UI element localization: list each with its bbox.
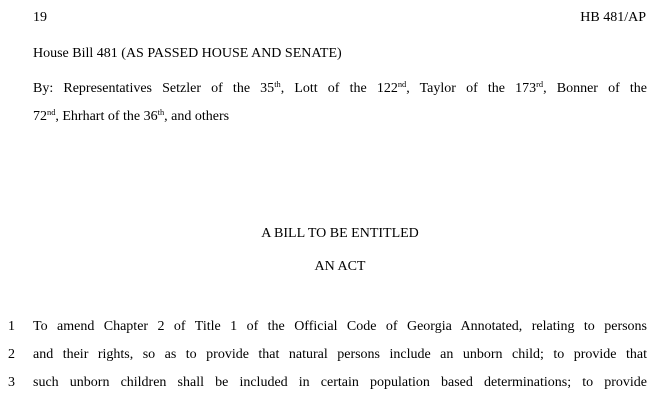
bill-line-1 (8, 313, 647, 341)
byline-line-1: By: Representatives Setzler of the 35th, Lott of the 122nd, Taylor of the 173rd, Bonner of the (33, 80, 647, 96)
heading-bill-entitled: A BILL TO BE ENTITLED (261, 226, 419, 241)
bill-reference: HB 481/AP (580, 10, 646, 25)
bill-line-3 (8, 369, 647, 397)
line-number: 2 (8, 347, 15, 362)
byline (33, 75, 647, 131)
ordinal-superscript: rd (536, 80, 544, 90)
bill-title: House Bill 481 (AS PASSED HOUSE AND SENATE) (33, 46, 342, 61)
ordinal-superscript: th (157, 108, 165, 118)
page-header (33, 4, 646, 32)
ordinal-superscript: nd (47, 108, 56, 118)
bill-line-2 (8, 341, 647, 369)
ordinal-superscript: th (274, 80, 281, 90)
byline-line-2: 72nd, Ehrhart of the 36th, and others (33, 108, 230, 124)
heading-an-act: AN ACT (314, 259, 366, 274)
bill-body (8, 313, 647, 397)
line-number: 3 (8, 375, 15, 390)
line-text: To amend Chapter 2 of Title 1 of the Official Code of Georgia Annotated, relating to persons (33, 319, 647, 334)
line-number: 1 (8, 319, 15, 334)
page-number: 19 (33, 10, 47, 25)
line-text: and their rights, so as to provide that natural persons include an unborn child; to provide that (33, 347, 647, 362)
line-text: such unborn children shall be included in certain population based determinations; to provide (33, 375, 647, 390)
ordinal-superscript: nd (397, 80, 407, 90)
